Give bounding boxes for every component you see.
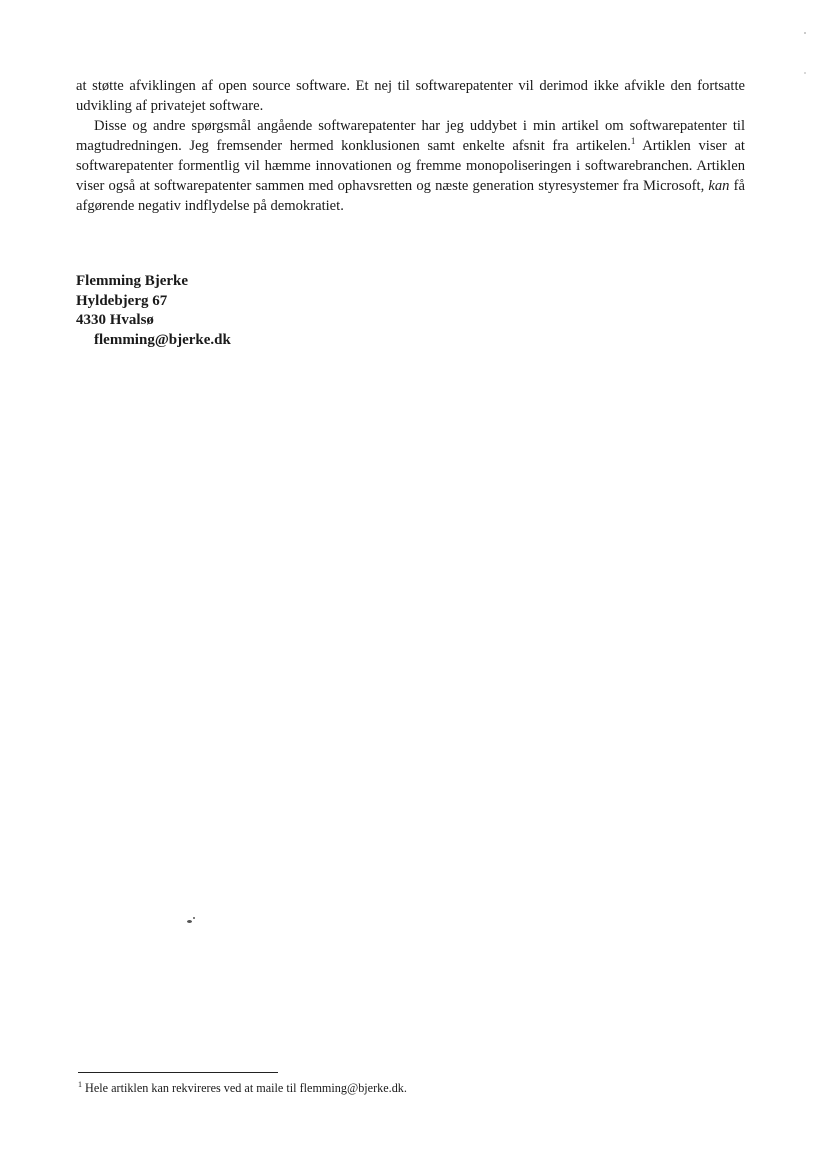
paragraph-2 <box>76 116 745 216</box>
footnote-separator <box>78 1072 278 1073</box>
footnote-marker: 1 <box>78 1079 82 1089</box>
signature-city: 4330 Hvalsø <box>76 312 154 328</box>
footnote-text: Hele artiklen kan rekvireres ved at maile til flemming@bjerke.dk. <box>85 1081 407 1095</box>
scan-speck <box>187 920 192 923</box>
paragraph-2-end: få afgørende negativ indflydelse på demokratiet. <box>76 178 745 214</box>
emphasis-kan: kan <box>708 178 730 194</box>
paragraph-2-text: Disse og andre spørgsmål angående softwarepatenter har jeg uddybet i min artikel om softwarepatenter til magtudredningen. Jeg fremsender hermed konklusionen samt enkelte afsnit fra artikelen. <box>76 118 745 154</box>
paragraph-2-continuation: Artiklen viser at softwarepatenter formentlig vil hæmme innovationen og fremme monopoliseringen i softwarebranchen. Artiklen viser også at softwarepatenter sammen med ophavsretten og næste generation styresystemer fra Microsoft, <box>76 138 745 194</box>
letter-body <box>76 76 745 216</box>
footnote <box>78 1081 407 1096</box>
signature-block <box>76 272 231 350</box>
footnote-reference: 1 <box>630 136 636 147</box>
scan-speck <box>804 32 806 34</box>
signature-name: Flemming Bjerke <box>76 273 189 289</box>
scan-speck <box>804 72 806 74</box>
paragraph-1: at støtte afviklingen af open source software. Et nej til softwarepatenter vil derimod ikke afvikle den fortsatte udvikling af privatejet software. <box>76 78 745 114</box>
signature-email: flemming@bjerke.dk <box>94 331 231 348</box>
scan-speck <box>193 917 195 919</box>
signature-street: Hyldebjerg 67 <box>76 292 168 309</box>
